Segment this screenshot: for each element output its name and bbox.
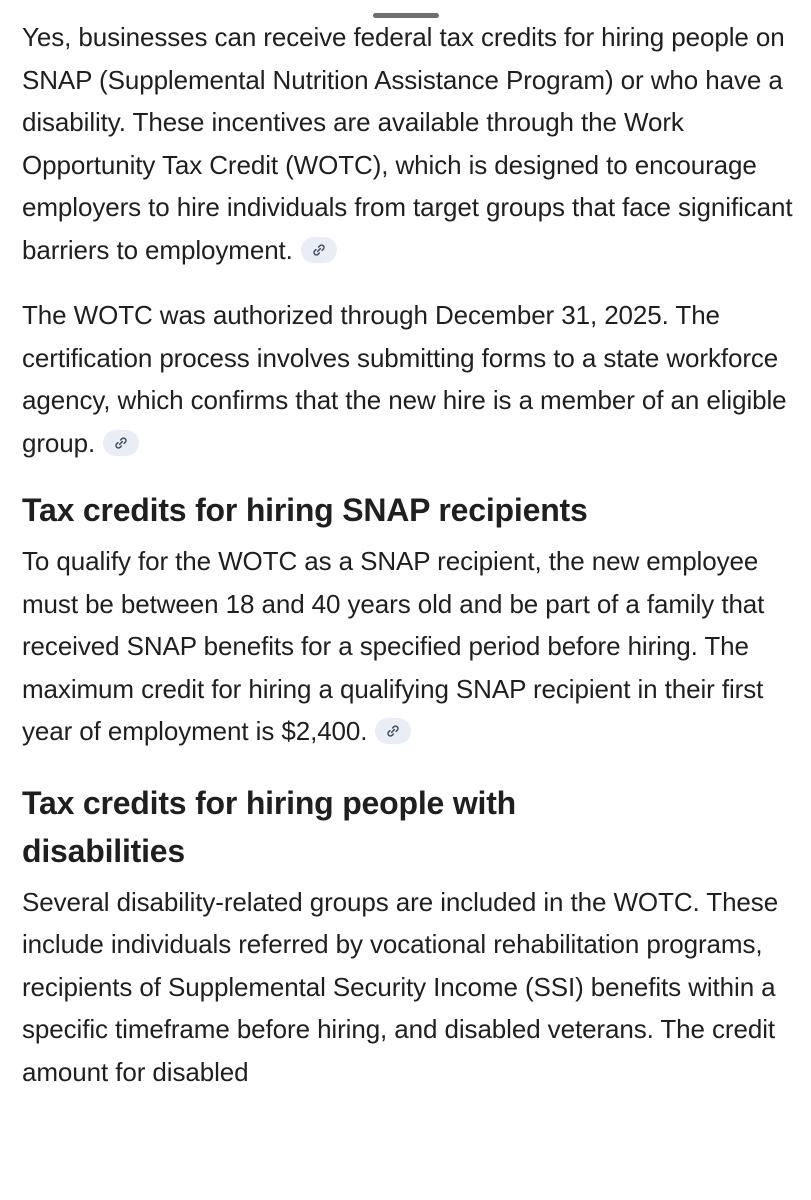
link-icon: [385, 723, 401, 739]
response-content: [22, 16, 797, 1093]
citation-chip[interactable]: [301, 237, 337, 263]
citation-chip[interactable]: [103, 430, 139, 456]
heading-disabilities: Tax credits for hiring people with disabilities: [22, 784, 516, 869]
citation-chip[interactable]: [375, 718, 411, 744]
paragraph-disabilities: [22, 881, 797, 1094]
link-icon: [113, 435, 129, 451]
paragraph-authorization-text: The WOTC was authorized through December 31, 2025. The certification process involves submitting forms to a state workforce agency, which confirms that the new hire is a member of an eligible group.: [22, 300, 787, 458]
paragraph-authorization: [22, 294, 797, 464]
paragraph-snap: [22, 540, 797, 753]
paragraph-snap-text: To qualify for the WOTC as a SNAP recipient, the new employee must be between 18 and 40 years old and be part of a family that received SNAP benefits for a specified period before hiring. The maximum credit for hiring a qualifying SNAP recipient in their first year of employment is $2,400.: [22, 546, 765, 746]
paragraph-disabilities-text: Several disability-related groups are included in the WOTC. These include individuals referred by vocational rehabilitation programs, recipients of Supplemental Security Income (SSI) benefits within a specific timeframe before hiring, and disabled veterans. The credit amount for disabled: [22, 886, 779, 1087]
paragraph-intro-text: Yes, businesses can receive federal tax credits for hiring people on SNAP (Supplemental Nutrition Assistance Program) or who have a disability. These incentives are available through the Work Opportunity Tax Credit (WOTC), which is designed to encourage employers to hire individuals from target groups that face significant barriers to employment.: [22, 22, 793, 265]
paragraph-intro: [22, 16, 797, 271]
heading-snap: Tax credits for hiring SNAP recipients: [22, 492, 588, 528]
link-icon: [311, 242, 327, 258]
